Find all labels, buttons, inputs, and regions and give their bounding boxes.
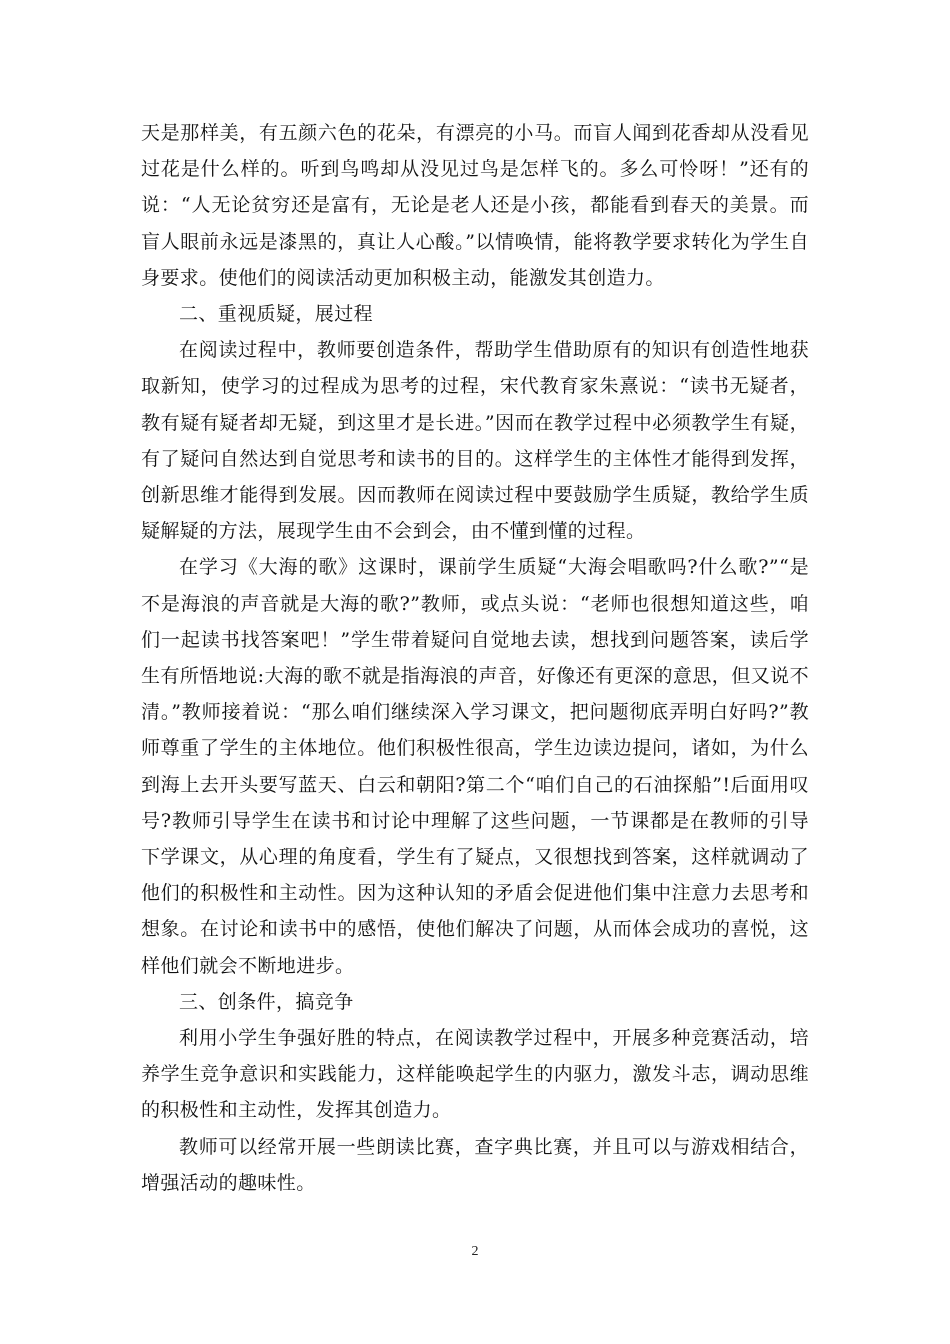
paragraph-body: 在学习《大海的歌》这课时，课前学生质疑“大海会唱歌吗?什么歌?”“是不是海浪的声音就是大海的歌?”教师，或点头说：“老师也很想知道这些，咱们一起读书找答案吧！”学生带着疑问自觉地去读，想找到问题答案，读后学生有所悟地说:大海的歌不就是指海浪的声音，好像还有更深的意思，但又说不清。”教师接着说：“那么咱们继续深入学习课文，把问题彻底弄明白好吗?”教师尊重了学生的主体地位。他们积极性很高，学生边读边提问，诸如，为什么到海上去开头要写蓝天、白云和朝阳?第二个“咱们自己的石油探船”!后面用叹号?教师引导学生在读书和讨论中理解了这些问题，一节课都是在教师的引导下学课文，从心理的角度看，学生有了疑点，又很想找到答案，这样就调动了他们的积极性和主动性。因为这种认知的矛盾会促进他们集中注意力去思考和想象。在讨论和读书中的感悟，使他们解决了问题，从而体会成功的喜悦，这样他们就会不断地进步。 <box>141 556 809 977</box>
section-heading-2: 二、重视质疑，展过程 <box>179 303 374 326</box>
paragraph-body: 在阅读过程中，教师要创造条件，帮助学生借助原有的知识有创造性地获取新知，使学习的过程成为思考的过程，宋代教育家朱熹说：“读书无疑者，教有疑有疑者却无疑，到这里才是长进。”因而在教学过程中必须教学生有疑，有了疑问自然达到自觉思考和读书的目的。这样学生的主体性才能得到发挥，创新思维才能得到发展。因而教师在阅读过程中要鼓励学生质疑，教给学生质疑解疑的方法，展现学生由不会到会，由不懂到懂的过程。 <box>141 339 809 543</box>
document-body <box>141 115 809 1201</box>
paragraph-body: 教师可以经常开展一些朗读比赛，查字典比赛，并且可以与游戏相结合，增强活动的趣味性。 <box>141 1135 809 1194</box>
page-number: 2 <box>471 1244 479 1259</box>
section-heading-3: 三、创条件，搞竞争 <box>179 990 354 1013</box>
paragraph-continuation: 天是那样美，有五颜六色的花朵，有漂亮的小马。而盲人闻到花香却从没看见过花是什么样的。听到鸟鸣却从没见过鸟是怎样飞的。多么可怜呀！”还有的说：“人无论贫穷还是富有，无论是老人还是小孩，都能看到春天的美景。而盲人眼前永远是漆黑的，真让人心酸。”以情唤情，能将教学要求转化为学生自身要求。使他们的阅读活动更加积极主动，能激发其创造力。 <box>141 122 809 289</box>
paragraph-body: 利用小学生争强好胜的特点，在阅读教学过程中，开展多种竞赛活动，培养学生竞争意识和实践能力，这样能唤起学生的内驱力，激发斗志，调动思维的积极性和主动性，发挥其创造力。 <box>141 1027 809 1122</box>
